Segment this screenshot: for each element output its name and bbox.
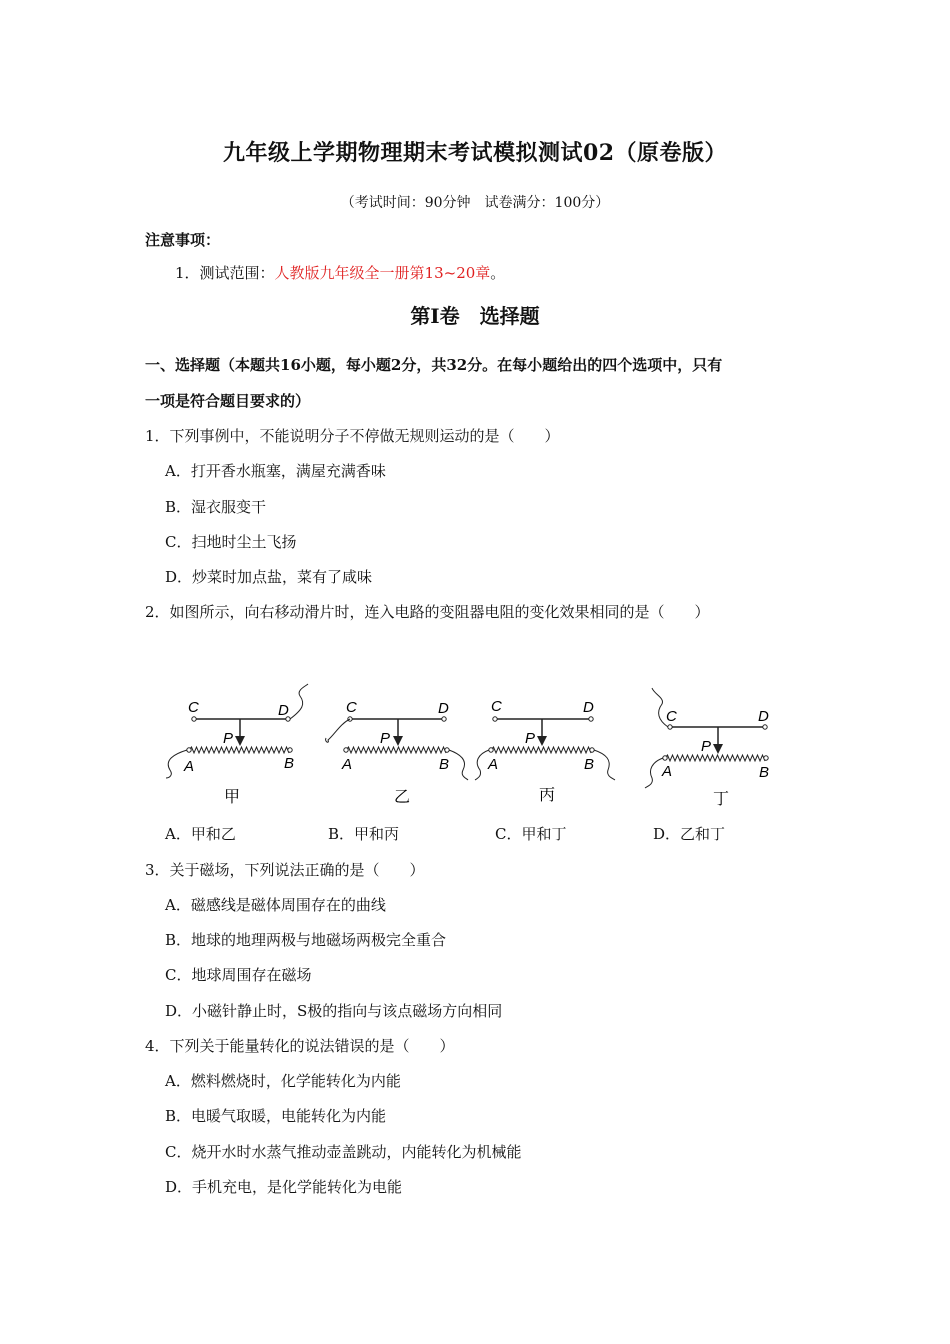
question-2-option-c: C．甲和丁 — [495, 825, 567, 843]
question-4-option-d: D．手机充电，是化学能转化为电能 — [165, 1178, 403, 1196]
label-a: A — [342, 756, 353, 773]
notice-item-range: 人教版九年级全一册第13~20章 — [274, 264, 491, 282]
question-4-option-b: B．电暖气取暖，电能转化为内能 — [165, 1107, 387, 1125]
label-p: P — [525, 730, 536, 747]
caption-jia: 甲 — [224, 789, 241, 806]
label-c: C — [188, 699, 199, 716]
notice-item — [175, 262, 505, 283]
page-title: 九年级上学期物理期末考试模拟测试02（原卷版） — [222, 140, 728, 166]
question-1-stem: 1．下列事例中，不能说明分子不停做无规则运动的是（ ） — [145, 427, 560, 445]
part-heading-line1: 一、选择题（本题共16小题，每小题2分，共32分。在每小题给出的四个选项中，只有 — [145, 356, 723, 374]
question-4-option-c: C．烧开水时水蒸气推动壶盖跳动，内能转化为机械能 — [165, 1143, 522, 1161]
label-p: P — [701, 738, 712, 755]
caption-yi: 乙 — [394, 789, 411, 806]
question-3-option-c: C．地球周围存在磁场 — [165, 966, 312, 984]
question-2-stem: 2．如图所示，向右移动滑片时，连入电路的变阻器电阻的变化效果相同的是（ ） — [145, 603, 710, 621]
notice-item-suffix: 。 — [490, 264, 506, 282]
label-p: P — [223, 730, 234, 747]
question-1-option-b: B．湿衣服变干 — [165, 498, 267, 516]
rheostat-jia — [166, 684, 308, 806]
question-3-stem: 3．关于磁场，下列说法正确的是（ ） — [145, 861, 425, 879]
question-3-option-b: B．地球的地理两极与地磁场两极完全重合 — [165, 931, 447, 949]
label-c: C — [346, 699, 357, 716]
caption-ding: 丁 — [713, 791, 730, 808]
label-d: D — [758, 708, 769, 725]
question-2-option-b: B．甲和丙 — [328, 825, 400, 843]
question-1-option-c: C．扫地时尘土飞扬 — [165, 533, 297, 551]
label-d: D — [278, 702, 289, 719]
label-d: D — [438, 700, 449, 717]
rheostat-yi — [326, 699, 468, 806]
label-b: B — [584, 756, 595, 773]
question-3-option-d: D．小磁针静止时，S极的指向与该点磁场方向相同 — [165, 1002, 503, 1020]
label-a: A — [488, 756, 499, 773]
label-b: B — [284, 755, 295, 772]
label-d: D — [583, 699, 594, 716]
rheostat-ding — [645, 688, 769, 808]
section-title: 第Ⅰ卷 选择题 — [410, 304, 540, 328]
part-heading-line2: 一项是符合题目要求的） — [145, 392, 311, 410]
label-b: B — [439, 756, 450, 773]
question-3-option-a: A．磁感线是磁体周围存在的曲线 — [165, 896, 386, 914]
question-1-option-a: A．打开香水瓶塞，满屋充满香味 — [165, 462, 386, 480]
label-a: A — [184, 758, 195, 775]
exam-info: （考试时间：90分钟 试卷满分：100分） — [340, 195, 610, 211]
question-2-option-a: A．甲和乙 — [165, 825, 236, 843]
label-b: B — [759, 764, 770, 781]
label-c: C — [491, 698, 502, 715]
notice-heading: 注意事项： — [145, 231, 221, 249]
rheostat-bing — [475, 698, 615, 804]
label-c: C — [666, 708, 677, 725]
question-1-option-d: D．炒菜时加点盐，菜有了咸味 — [165, 568, 373, 586]
rheostat-figure — [160, 680, 790, 810]
question-2-option-d: D．乙和丁 — [653, 825, 726, 843]
question-4-option-a: A．燃料燃烧时，化学能转化为内能 — [165, 1072, 401, 1090]
question-4-stem: 4．下列关于能量转化的说法错误的是（ ） — [145, 1037, 455, 1055]
label-p: P — [380, 730, 391, 747]
label-a: A — [662, 763, 673, 780]
notice-item-prefix: 1．测试范围： — [175, 264, 275, 282]
caption-bing: 丙 — [539, 787, 556, 804]
